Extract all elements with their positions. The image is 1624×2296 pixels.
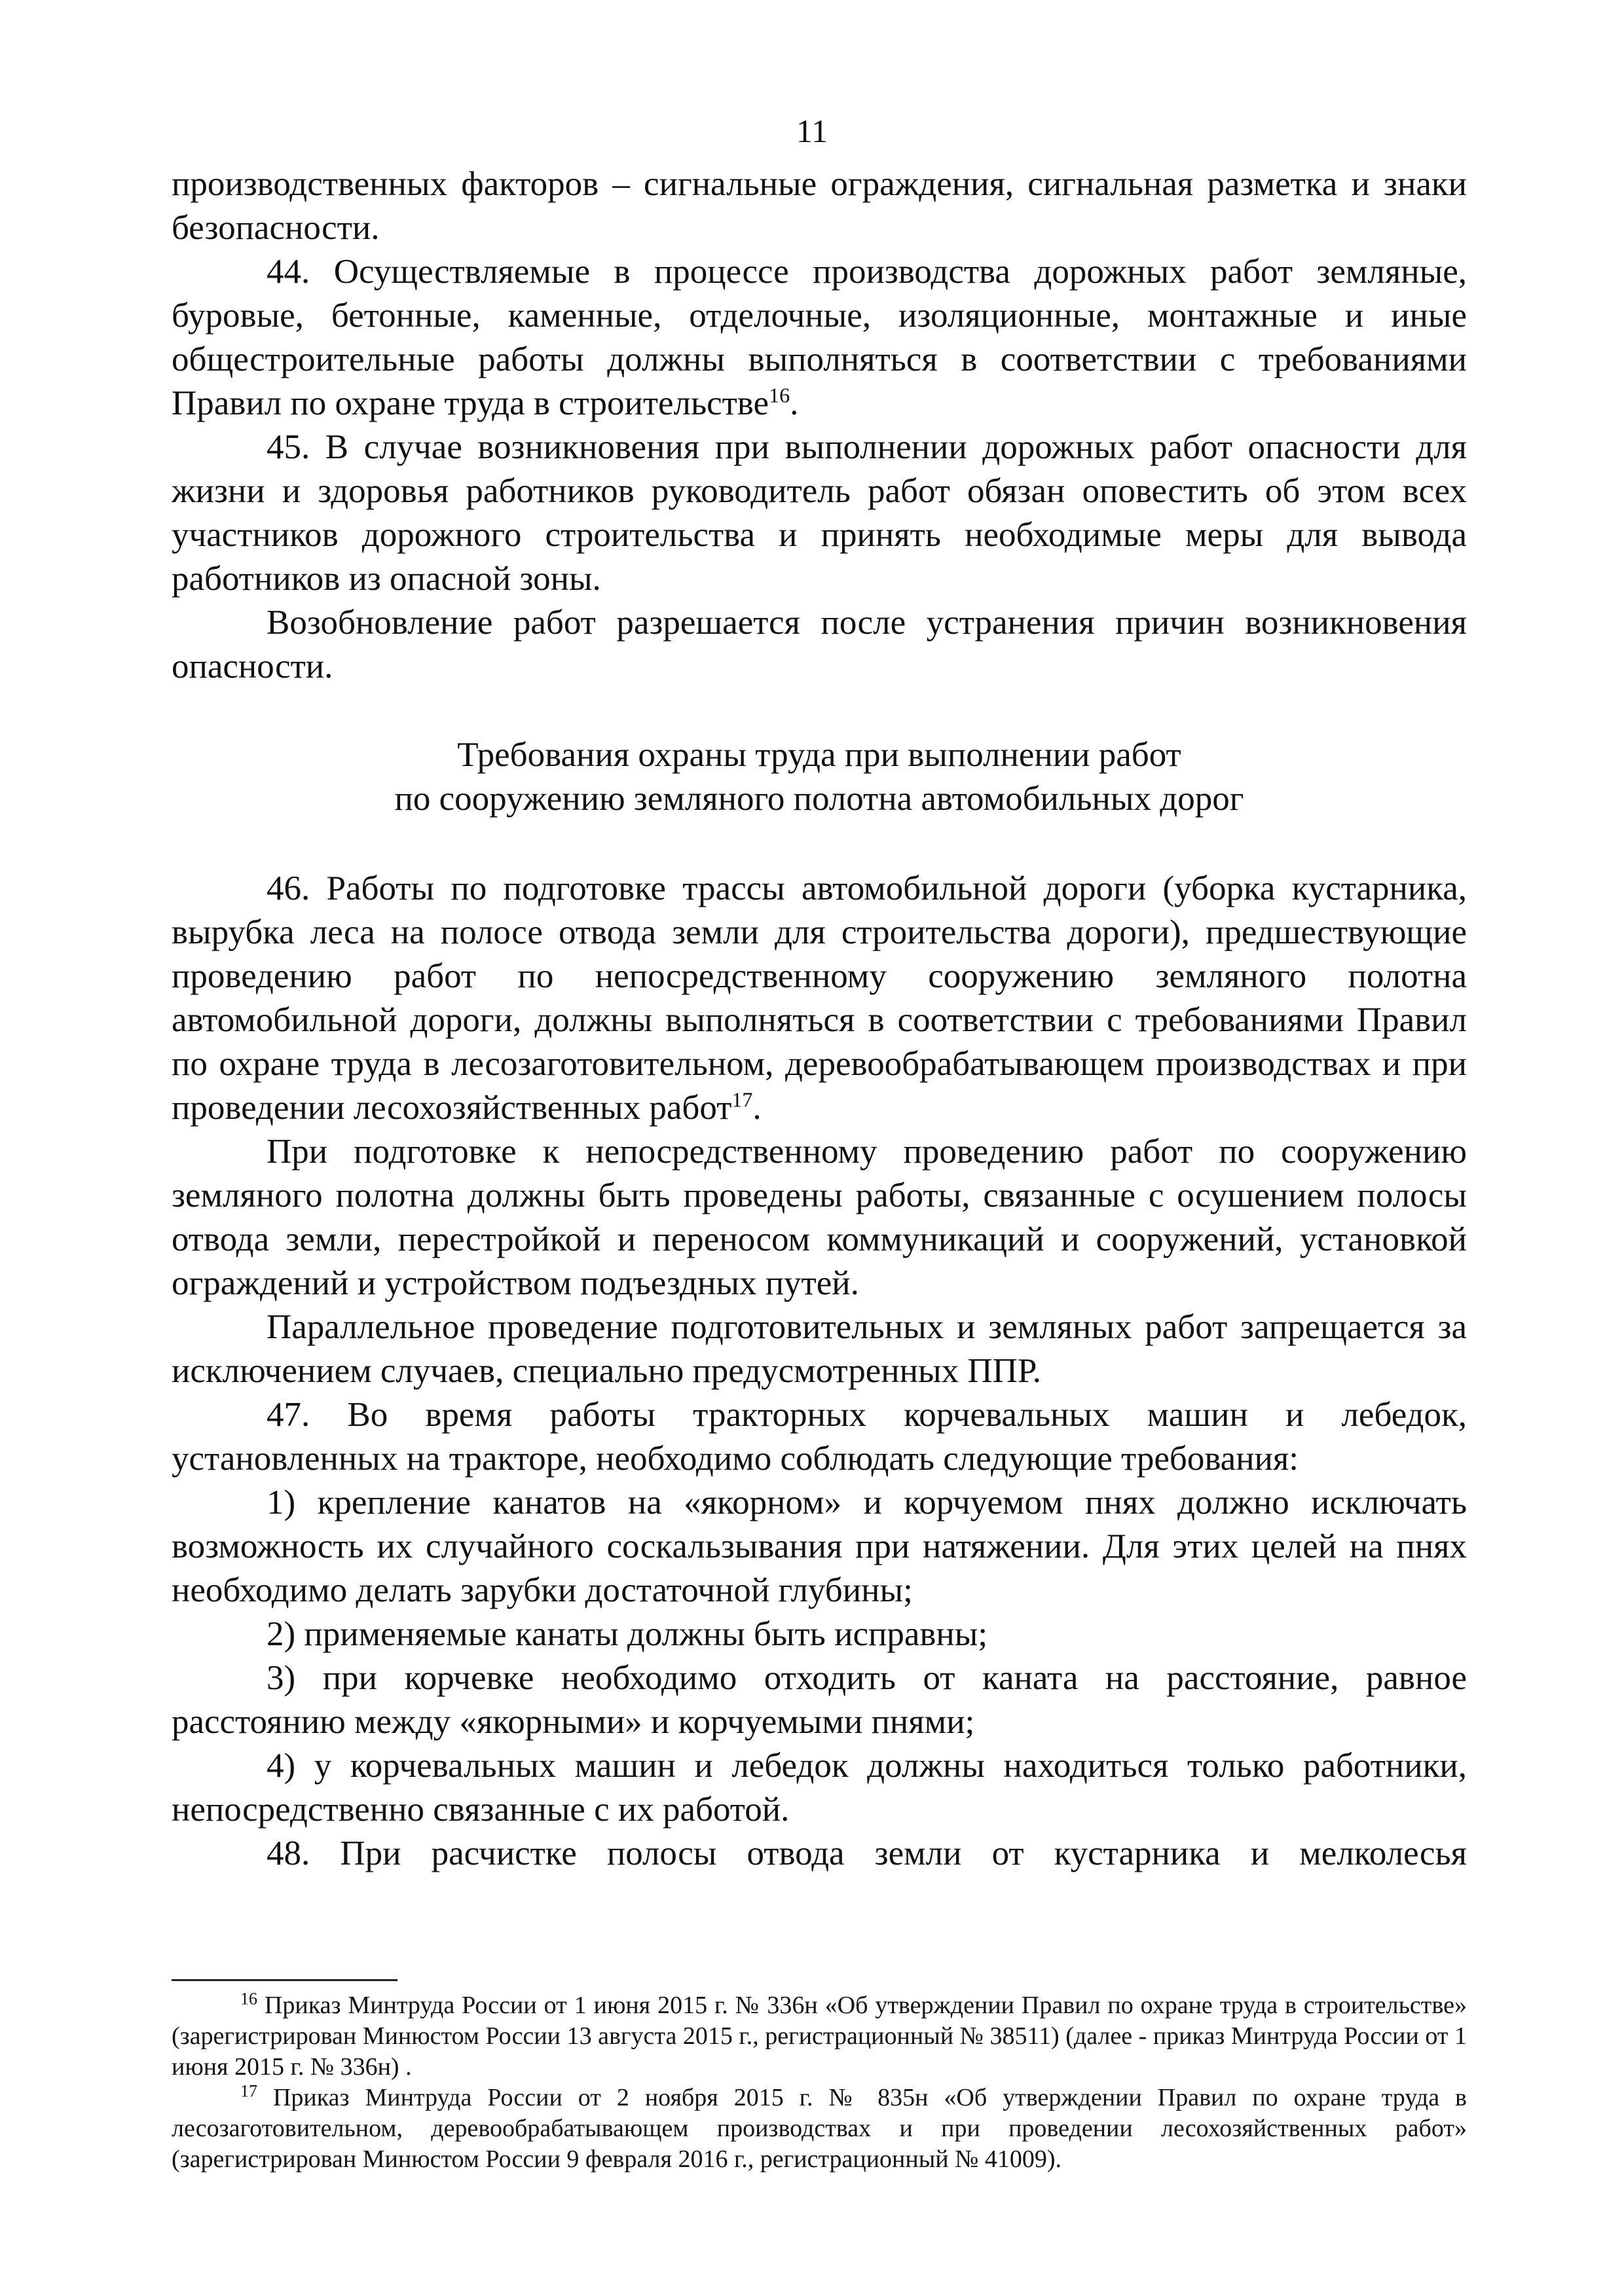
footnotes bbox=[172, 1990, 1467, 2175]
list-item-47-3: 3) при корчевке необходимо отходить от каната на расстояние, равное расстоянию между «якорными» и корчуемыми пнями; bbox=[172, 1659, 1467, 1741]
paragraph-46-preparation: При подготовке к непосредственному проведению работ по сооружению земляного полотна должны быть проведены работы, связанные с осушением полосы отвода земли, перестройкой и переносом коммуникаций и сооружений, установкой ограждений и устройством подъездных путей. bbox=[172, 1133, 1467, 1302]
paragraph-46-end: . bbox=[752, 1089, 762, 1127]
paragraph-45: 45. В случае возникновения при выполнении дорожных работ опасности для жизни и здоровья работников руководитель работ обязан оповестить об этом всех участников дорожного строительства и принять необходимые меры для вывода работников из опасной зоны. bbox=[172, 428, 1467, 598]
footnote-ref-17[interactable]: 17 bbox=[731, 1087, 753, 1112]
footnote-separator bbox=[172, 1979, 397, 1981]
paragraph-46-parallel-works: Параллельное проведение подготовительных и земляных работ запрещается за исключением случаев, специально предусмотренных ППР. bbox=[172, 1308, 1467, 1390]
section-heading-line-2: по сооружению земляного полотна автомобильных дорог bbox=[394, 780, 1244, 818]
paragraph-48: 48. При расчистке полосы отвода земли от кустарника и мелколесья bbox=[267, 1834, 1467, 1872]
footnote-ref-16[interactable]: 16 bbox=[769, 383, 790, 407]
footnote-17 bbox=[172, 2083, 1467, 2175]
paragraph-44-text: 44. Осуществляемые в процессе производства дорожных работ земляные, буровые, бетонные, каменные, отделочные, изоляционные, монтажные и иные общестроительные работы должны выполняться в соответствии с требованиями Правил по охране труда в строительстве bbox=[172, 253, 1467, 422]
list-item-47-1: 1) крепление канатов на «якорном» и корчуемом пнях должно исключать возможность их случайного соскальзывания при натяжении. Для этих целей на пнях необходимо делать зарубки достаточной глубины; bbox=[172, 1484, 1467, 1609]
list-item-47-4: 4) у корчевальных машин и лебедок должны находиться только работники, непосредственно связанные с их работой. bbox=[172, 1747, 1467, 1829]
footnote-16-text: Приказ Минтруда России от 1 июня 2015 г. № 336н «Об утверждении Правил по охране труда в строительстве» (зарегистрирован Минюстом России 13 августа 2015 г., регистрационный № 38511) (далее - приказ Минтруда России от 1 июня 2015 г. № 336н) . bbox=[172, 1992, 1467, 2081]
paragraph-46-text: 46. Работы по подготовке трассы автомобильной дороги (уборка кустарника, вырубка леса на полосе отвода земли для строительства дороги), предшествующие проведению работ по непосредственному сооружению земляного полотна автомобильной дороги, должны выполняться в соответствии с требованиями Правил по охране труда в лесозаготовительном, деревообрабатывающем производствах и при проведении лесохозяйственных работ bbox=[172, 869, 1467, 1127]
paragraph-44 bbox=[172, 250, 1467, 426]
paragraph-46 bbox=[172, 867, 1467, 1130]
footnote-16 bbox=[172, 1990, 1467, 2083]
paragraph-47: 47. Во время работы тракторных корчевальных машин и лебедок, установленных на тракторе, необходимо соблюдать следующие требования: bbox=[172, 1396, 1467, 1478]
footnote-17-text: Приказ Минтруда России от 2 ноября 2015 г. № 835н «Об утверждении Правил по охране труда в лесозаготовительном, деревообрабатывающем производствах и при проведении лесохозяйственных работ» (зарегистрирован Минюстом России 9 февраля 2016 г., регистрационный № 41009). bbox=[172, 2084, 1467, 2173]
paragraph-continuation: производственных факторов – сигнальные ограждения, сигнальная разметка и знаки безопасности. bbox=[172, 165, 1467, 247]
paragraph-45-resumption: Возобновление работ разрешается после устранения причин возникновения опасности. bbox=[172, 604, 1467, 685]
section-heading-line-1: Требования охраны труда при выполнении работ bbox=[457, 736, 1181, 774]
list-item-47-2: 2) применяемые канаты должны быть исправны; bbox=[267, 1615, 988, 1653]
section-heading bbox=[172, 733, 1467, 821]
footnote-17-number: 17 bbox=[240, 2081, 257, 2101]
paragraph-44-end: . bbox=[790, 384, 799, 422]
page-number: 11 bbox=[796, 113, 828, 149]
footnote-16-number: 16 bbox=[240, 1989, 257, 2009]
document-body bbox=[172, 162, 1467, 1876]
